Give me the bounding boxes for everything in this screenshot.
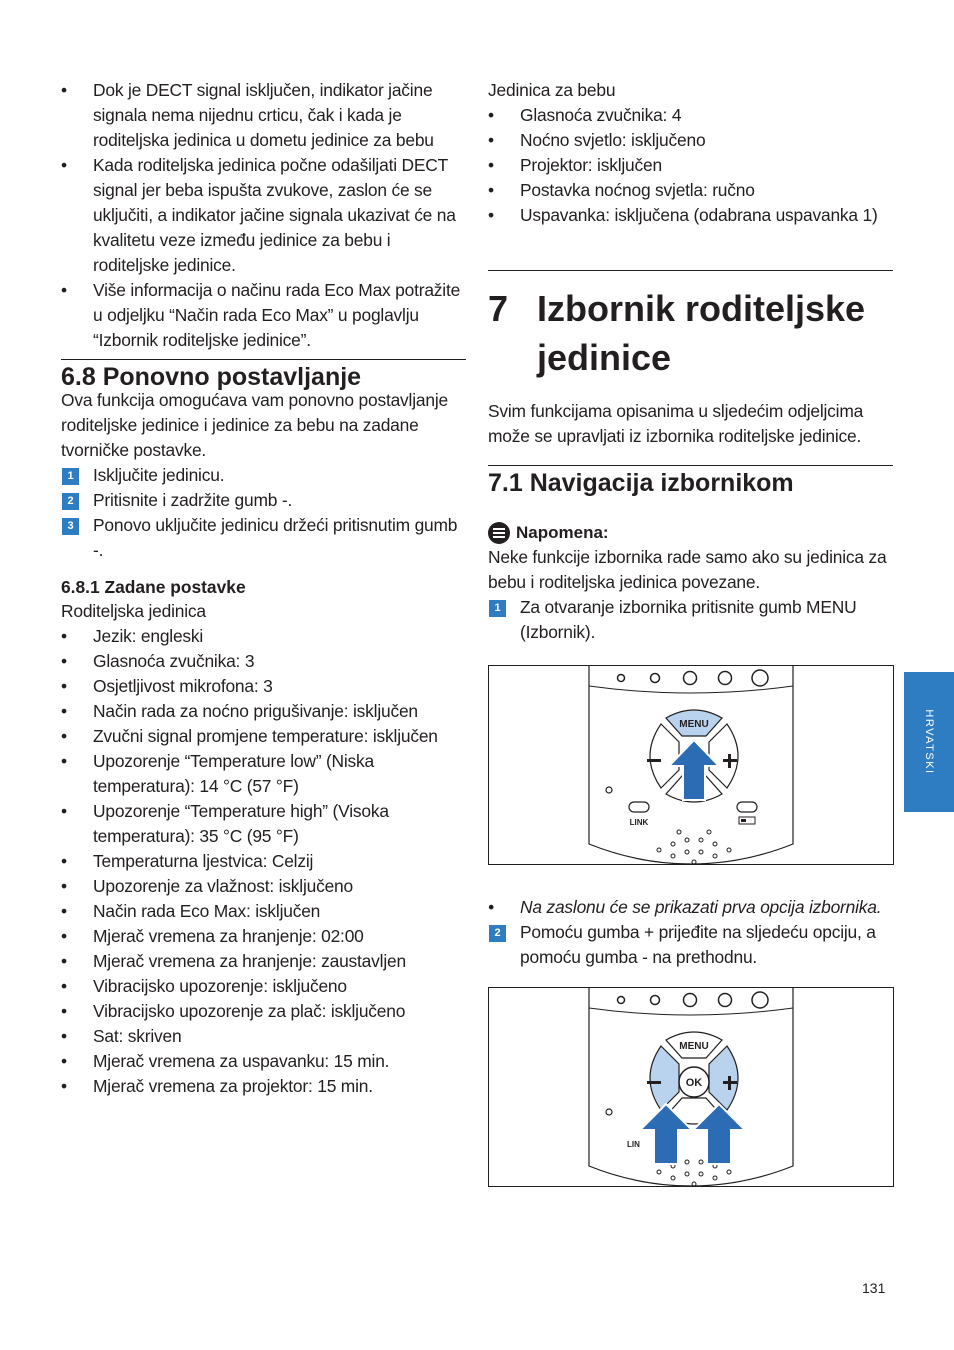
chapter-title-text: Izbornik roditeljske jedinice	[537, 288, 866, 378]
list-item: • Mjerač vremena za uspavanku: 15 min.	[61, 1049, 466, 1074]
list-item: • Noćno svjetlo: isključeno	[488, 128, 893, 153]
subsection-subtitle: Roditeljska jedinica	[61, 601, 206, 621]
menu-button-label: MENU	[679, 1041, 709, 1052]
chapter-title	[488, 284, 893, 382]
step-item	[61, 463, 466, 488]
baby-unit-subtitle: Jedinica za bebu	[488, 80, 616, 100]
language-side-tab	[904, 672, 954, 812]
list-item: • Postavka noćnog svjetla: ručno	[488, 178, 893, 203]
ok-button-label: OK	[685, 1077, 703, 1089]
step-item	[488, 920, 893, 970]
chapter-divider	[488, 270, 893, 271]
list-item: • Upozorenje za vlažnost: isključeno	[61, 874, 466, 899]
list-item: • Sat: skriven	[61, 1024, 466, 1049]
left-column	[61, 78, 466, 1099]
result-list	[488, 895, 893, 920]
step-number-badge: 2	[489, 925, 506, 942]
subsection-title-6-8-1: 6.8.1 Zadane postavke	[61, 577, 246, 597]
list-item: • Mjerač vremena za hranjenje: 02:00	[61, 924, 466, 949]
page-number: 131	[862, 1280, 886, 1296]
section-divider	[488, 465, 893, 466]
note-label: Napomena:	[516, 523, 609, 542]
list-item: • Jezik: engleski	[61, 624, 466, 649]
list-item: • Više informacija o načinu rada Eco Max potražite u odjeljku “Način rada Eco Max” u poglavlju “Izbornik roditeljske jedinice”.	[61, 278, 466, 353]
figure-plus-minus-buttons	[488, 987, 894, 1187]
step-text: Pritisnite i zadržite gumb -.	[93, 490, 293, 510]
list-item: • Uspavanka: isključena (odabrana uspavanka 1)	[488, 203, 893, 228]
list-item: • Glasnoća zvučnika: 3	[61, 649, 466, 674]
note-text: Neke funkcije izbornika rade samo ako su jedinica za bebu i roditeljska jedinica povezane.	[488, 547, 887, 592]
menu-button-label: MENU	[679, 719, 709, 730]
list-item: • Osjetljivost mikrofona: 3	[61, 674, 466, 699]
step-item	[61, 488, 466, 513]
baby-unit-settings-list	[488, 103, 893, 228]
list-item: • Način rada Eco Max: isključen	[61, 899, 466, 924]
section-divider	[61, 359, 466, 360]
list-item: • Temperaturna ljestvica: Celzij	[61, 849, 466, 874]
list-item: • Glasnoća zvučnika: 4	[488, 103, 893, 128]
chapter-number: 7	[488, 288, 509, 329]
step-text: Isključite jedinicu.	[93, 465, 225, 485]
list-item: • Na zaslonu će se prikazati prva opcija izbornika.	[488, 895, 893, 920]
step-text: Za otvaranje izbornika pritisnite gumb MENU (Izbornik).	[520, 597, 857, 642]
link-label: LIN	[627, 1140, 640, 1149]
list-item: • Vibracijsko upozorenje za plač: isključeno	[61, 999, 466, 1024]
step-number-badge: 1	[62, 468, 79, 485]
nav-step-1	[488, 595, 893, 645]
note-heading	[488, 520, 893, 545]
language-tab-label: HRVATSKI	[923, 709, 935, 775]
list-item: • Upozorenje “Temperature low” (Niska temperatura): 14 °C (57 °F)	[61, 749, 466, 799]
list-item: • Način rada za noćno prigušivanje: isključen	[61, 699, 466, 724]
list-item: • Projektor: isključen	[488, 153, 893, 178]
step-item	[61, 513, 466, 563]
list-item: • Mjerač vremena za projektor: 15 min.	[61, 1074, 466, 1099]
default-settings-list	[61, 624, 466, 1099]
link-label: LINK	[629, 818, 649, 827]
list-item: • Kada roditeljska jedinica počne odašiljati DECT signal jer beba ispušta zvukove, zaslon će se uključiti, a indikator jačine signala ukazivat će na kvalitetu veze između jedinice za bebu i roditeljske jedinice.	[61, 153, 466, 278]
step-number-badge: 2	[62, 493, 79, 510]
step-number-badge: 3	[62, 518, 79, 535]
dect-bullet-list	[61, 78, 466, 353]
figure-menu-button	[488, 665, 894, 865]
step-number-badge: 1	[489, 600, 506, 617]
list-item: • Mjerač vremena za hranjenje: zaustavljen	[61, 949, 466, 974]
device-illustration-menu	[489, 666, 893, 864]
list-item: • Zvučni signal promjene temperature: isključen	[61, 724, 466, 749]
section-intro: Ova funkcija omogućava vam ponovno postavljanje roditeljske jedinice i jedinice za bebu na zadane tvorničke postavke.	[61, 390, 448, 460]
step-text: Ponovo uključite jedinicu držeći pritisnutim gumb -.	[93, 515, 458, 560]
list-item: • Dok je DECT signal isključen, indikator jačine signala nema nijednu crticu, čak i kada je roditeljska jedinica u dometu jedinice za bebu	[61, 78, 466, 153]
list-item: • Upozorenje “Temperature high” (Visoka temperatura): 35 °C (95 °F)	[61, 799, 466, 849]
step-text: Pomoću gumba + prijeđite na sljedeću opciju, a pomoću gumba - na prethodnu.	[520, 922, 876, 967]
right-column	[488, 78, 893, 1187]
note-icon	[488, 522, 510, 544]
section-title-6-8: 6.8 Ponovno postavljanje	[61, 363, 362, 391]
reset-steps	[61, 463, 466, 563]
section-title-7-1: 7.1 Navigacija izbornikom	[488, 469, 794, 497]
nav-step-2	[488, 920, 893, 970]
device-illustration-navigation	[489, 988, 893, 1186]
list-item: • Vibracijsko upozorenje: isključeno	[61, 974, 466, 999]
step-item	[488, 595, 893, 645]
chapter-intro: Svim funkcijama opisanima u sljedećim odjeljcima može se upravljati iz izbornika roditeljske jedinice.	[488, 401, 864, 446]
